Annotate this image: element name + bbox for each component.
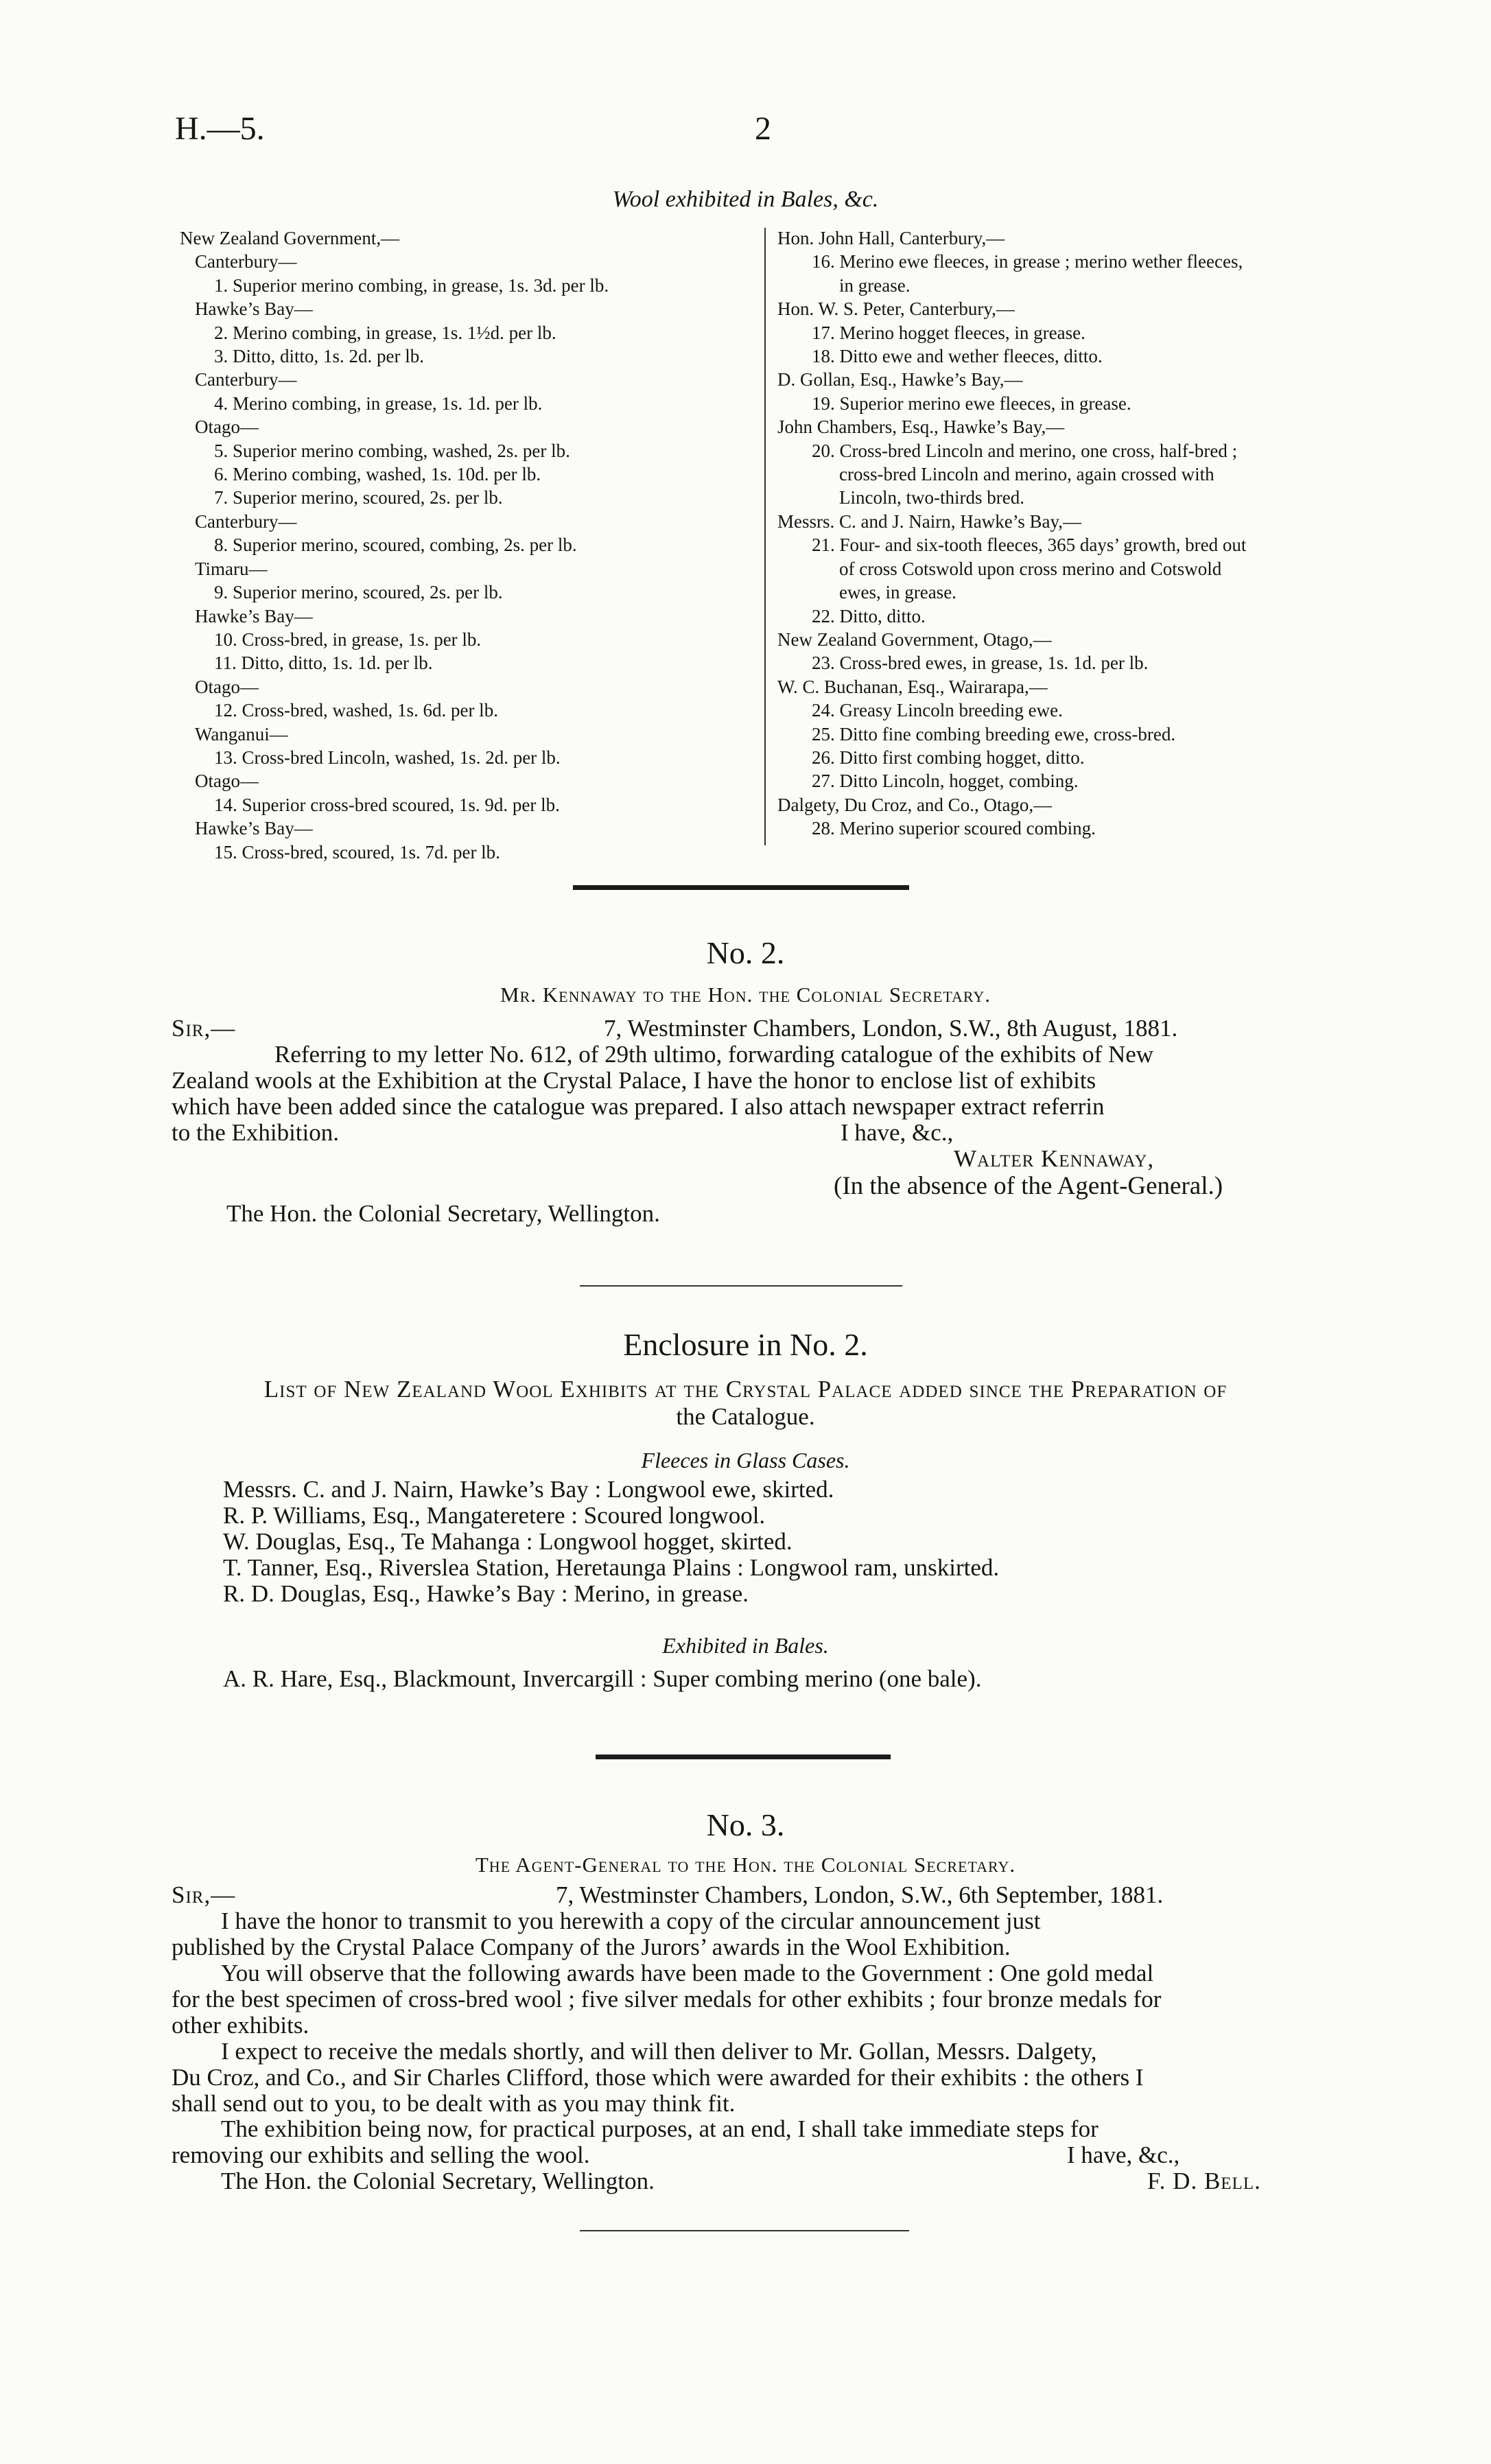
wool-entry: 26. Ditto first combing hogget, ditto.	[812, 747, 1085, 768]
wool-entry: Wanganui—	[195, 723, 288, 744]
document-reference: H.—5.	[175, 110, 265, 147]
wool-entry: Hon. W. S. Peter, Canterbury,—	[777, 298, 1015, 320]
body-line: The exhibition being now, for practical purposes, at an end, I shall take immediate steps for	[221, 2115, 1099, 2142]
no2-recipient: The Hon. the Colonial Secretary, Wellington.	[226, 1200, 660, 1227]
wool-entry: New Zealand Government,—	[180, 228, 400, 248]
body-line: for the best specimen of cross-bred wool ; five silver medals for other exhibits ; four bronze medals for	[172, 1986, 1162, 2013]
enclosure-title-line1: List of New Zealand Wool Exhibits at the Crystal Palace added since the Preparation of	[263, 1376, 1228, 1403]
wool-entry: John Chambers, Esq., Hawke’s Bay,—	[777, 416, 1065, 438]
section-divider	[580, 1285, 902, 1287]
wool-entry: 22. Ditto, ditto.	[812, 605, 926, 626]
wool-entry: 25. Ditto fine combing breeding ewe, cross-bred.	[812, 723, 1176, 744]
no2-address: 7, Westminster Chambers, London, S.W., 8th August, 1881.	[604, 1015, 1178, 1042]
wool-entry: 13. Cross-bred Lincoln, washed, 1s. 2d. per lb.	[214, 747, 561, 768]
wool-entry: ewes, in grease.	[839, 582, 956, 603]
wool-entry: Timaru—	[195, 558, 268, 579]
wool-right-column	[777, 226, 1361, 841]
no3-salutation: Sir,—	[172, 1881, 236, 1908]
wool-entry: Hawke’s Bay—	[195, 818, 313, 839]
wool-entry: 10. Cross-bred, in grease, 1s. per lb.	[214, 629, 482, 650]
wool-entry: Otago—	[195, 416, 259, 438]
wool-entry: 27. Ditto Lincoln, hogget, combing.	[812, 771, 1079, 792]
no2-last-line: to the Exhibition.	[172, 1119, 340, 1146]
wool-entry: Messrs. C. and J. Nairn, Hawke’s Bay,—	[777, 511, 1081, 532]
wool-entry: Dalgety, Du Croz, and Co., Otago,—	[777, 794, 1053, 815]
body-line: Referring to my letter No. 612, of 29th ultimo, forwarding catalogue of the exhibits of New	[274, 1041, 1154, 1068]
no3-closing: I have, &c.,	[1067, 2142, 1180, 2168]
no2-subheading: Mr. Kennaway to the Hon. the Colonial Secretary.	[500, 983, 991, 1007]
wool-entry: 19. Superior merino ewe fleeces, in grease.	[812, 392, 1131, 414]
body-line: You will observe that the following awards have been made to the Government : One gold medal	[221, 1960, 1154, 1986]
wool-entry: Canterbury—	[195, 369, 297, 390]
wool-entry: 3. Ditto, ditto, 1s. 2d. per lb.	[214, 346, 424, 367]
body-line: I have the honor to transmit to you herewith a copy of the circular announcement just	[221, 1908, 1041, 1934]
wool-entry: 9. Superior merino, scoured, 2s. per lb.	[214, 582, 503, 603]
wool-entry: 8. Superior merino, scoured, combing, 2s. per lb.	[214, 535, 577, 556]
wool-entry: of cross Cotswold upon cross merino and Cotswold	[839, 558, 1222, 579]
no2-heading: No. 2.	[706, 935, 785, 970]
wool-entry: 23. Cross-bred ewes, in grease, 1s. 1d. per lb.	[812, 653, 1149, 674]
wool-entry: 14. Superior cross-bred scoured, 1s. 9d. per lb.	[214, 794, 560, 815]
wool-left-column	[180, 226, 756, 864]
fleece-exhibit: Messrs. C. and J. Nairn, Hawke’s Bay : Longwool ewe, skirted.	[223, 1476, 834, 1503]
wool-entry: 2. Merino combing, in grease, 1s. 1½d. per lb.	[214, 322, 556, 343]
no2-signature: Walter Kennaway,	[954, 1145, 1155, 1172]
wool-entry: Otago—	[195, 676, 259, 697]
wool-entry: 1. Superior merino combing, in grease, 1s. 3d. per lb.	[214, 274, 609, 296]
section-divider	[580, 2230, 909, 2231]
enclosure-heading: Enclosure in No. 2.	[623, 1327, 868, 1362]
no2-signature-note: (In the absence of the Agent-General.)	[834, 1172, 1223, 1200]
page-number: 2	[755, 110, 771, 147]
wool-entry: 6. Merino combing, washed, 1s. 10d. per lb.	[214, 464, 541, 485]
wool-entry: Otago—	[195, 771, 259, 792]
no3-signature: F. D. Bell.	[1147, 2168, 1261, 2194]
no3-last-paragraph	[172, 2116, 1359, 2168]
bales-list	[223, 1666, 1355, 1692]
bales-heading: Exhibited in Bales.	[662, 1633, 829, 1658]
fleeces-list	[223, 1477, 1355, 1607]
section-divider	[573, 885, 909, 890]
body-line: Zealand wools at the Exhibition at the Crystal Palace, I have the honor to enclose list of exhibits	[172, 1067, 1096, 1094]
body-line: other exhibits.	[172, 2012, 309, 2039]
bale-exhibit: A. R. Hare, Esq., Blackmount, Invercargill : Super combing merino (one bale).	[223, 1665, 982, 1692]
wool-entry: cross-bred Lincoln and merino, again crossed with	[839, 464, 1214, 485]
body-line: removing our exhibits and selling the wool.	[172, 2142, 590, 2168]
column-divider	[764, 228, 766, 845]
no3-recipient: The Hon. the Colonial Secretary, Wellington.	[221, 2168, 655, 2194]
body-line: shall send out to you, to be dealt with as you may think fit.	[172, 2090, 736, 2117]
fleeces-heading: Fleeces in Glass Cases.	[641, 1448, 850, 1472]
wool-entry: Hawke’s Bay—	[195, 605, 313, 626]
body-line: published by the Crystal Palace Company of the Jurors’ awards in the Wool Exhibition.	[172, 1934, 1011, 1960]
wool-entry: in grease.	[839, 274, 911, 296]
wool-entry: Lincoln, two-thirds bred.	[839, 487, 1024, 508]
wool-entry: Canterbury—	[195, 251, 297, 272]
fleece-exhibit: W. Douglas, Esq., Te Mahanga : Longwool hogget, skirted.	[223, 1528, 793, 1555]
wool-entry: D. Gollan, Esq., Hawke’s Bay,—	[777, 369, 1023, 390]
wool-entry: 5. Superior merino combing, washed, 2s. per lb.	[214, 440, 570, 461]
wool-section-title: Wool exhibited in Bales, &c.	[612, 187, 879, 212]
no3-subheading: The Agent-General to the Hon. the Colonial Secretary.	[475, 1853, 1016, 1877]
wool-entry: W. C. Buchanan, Esq., Wairarapa,—	[777, 676, 1048, 697]
no2-closing: I have, &c.,	[841, 1119, 954, 1146]
enclosure-title-line2: the Catalogue.	[676, 1403, 815, 1430]
wool-entry: 28. Merino superior scoured combing.	[812, 818, 1096, 839]
enclosure-title	[0, 1376, 1491, 1431]
fleece-exhibit: R. P. Williams, Esq., Mangateretere : Scoured longwool.	[223, 1502, 766, 1529]
body-line: which have been added since the catalogue was prepared. I also attach newspaper extract referrin	[172, 1093, 1105, 1120]
wool-entry: Hawke’s Bay—	[195, 298, 313, 320]
wool-entry: Hon. John Hall, Canterbury,—	[777, 228, 1005, 248]
fleece-exhibit: R. D. Douglas, Esq., Hawke’s Bay : Merino, in grease.	[223, 1580, 749, 1607]
wool-entry: 24. Greasy Lincoln breeding ewe.	[812, 700, 1063, 721]
wool-entry: 15. Cross-bred, scoured, 1s. 7d. per lb.	[214, 841, 500, 863]
no3-body	[172, 1908, 1359, 2117]
wool-entry: 16. Merino ewe fleeces, in grease ; merino wether fleeces,	[812, 251, 1243, 272]
wool-entry: 20. Cross-bred Lincoln and merino, one cross, half-bred ;	[812, 440, 1238, 461]
no2-salutation: Sir,—	[172, 1015, 236, 1042]
wool-entry: 4. Merino combing, in grease, 1s. 1d. per lb.	[214, 392, 543, 414]
no2-body	[172, 1042, 1359, 1120]
body-line: Du Croz, and Co., and Sir Charles Clifford, those which were awarded for their exhibits : the others I	[172, 2064, 1144, 2091]
fleece-exhibit: T. Tanner, Esq., Riverslea Station, Heretaunga Plains : Longwool ram, unskirted.	[223, 1554, 1000, 1581]
wool-entry: New Zealand Government, Otago,—	[777, 629, 1052, 650]
wool-entry: 12. Cross-bred, washed, 1s. 6d. per lb.	[214, 700, 498, 721]
no3-heading: No. 3.	[706, 1807, 785, 1842]
section-divider	[596, 1755, 891, 1759]
wool-entry: 11. Ditto, ditto, 1s. 1d. per lb.	[214, 653, 433, 674]
wool-entry: 21. Four- and six-tooth fleeces, 365 days’ growth, bred out	[812, 535, 1247, 556]
wool-entry: Canterbury—	[195, 511, 297, 532]
wool-entry: 17. Merino hogget fleeces, in grease.	[812, 322, 1085, 343]
wool-entry: 18. Ditto ewe and wether fleeces, ditto.	[812, 346, 1103, 367]
wool-entry: 7. Superior merino, scoured, 2s. per lb.	[214, 487, 503, 508]
body-line: I expect to receive the medals shortly, and will then deliver to Mr. Gollan, Messrs. Dalgety,	[221, 2038, 1097, 2065]
no3-address: 7, Westminster Chambers, London, S.W., 6th September, 1881.	[556, 1881, 1164, 1908]
